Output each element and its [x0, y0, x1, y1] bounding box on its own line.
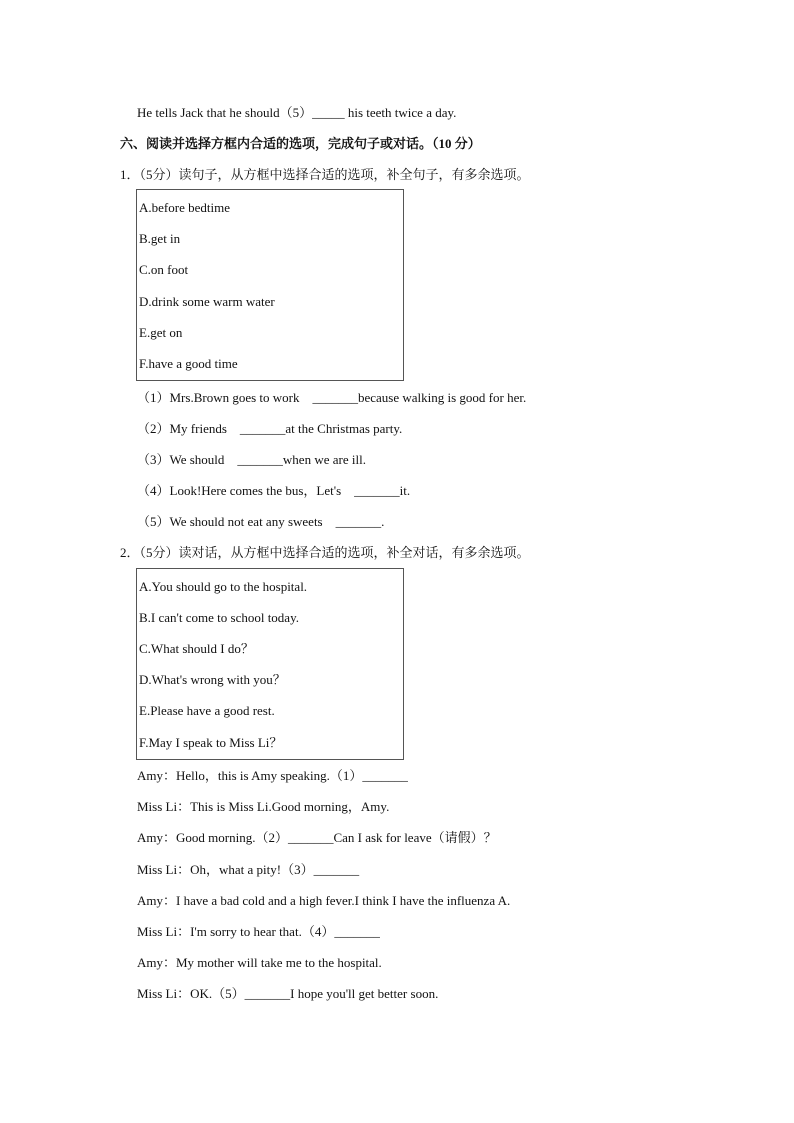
q2-option-c: C.What should I do？ — [139, 641, 254, 656]
q1-item-3: （3）We should _______when we are ill. — [137, 452, 366, 467]
dialogue-line-8: Miss Li：OK.（5）_______I hope you'll get better soon. — [137, 986, 439, 1001]
q1-option-b: B.get in — [139, 231, 181, 246]
dialogue-line-5: Amy：I have a bad cold and a high fever.I think I have the influenza A. — [137, 893, 511, 908]
q1-option-e: E.get on — [139, 325, 183, 340]
q1-stem: 1．（5分）读句子，从方框中选择合适的选项，补全句子，有多余选项。 — [120, 167, 530, 182]
q2-option-e: E.Please have a good rest. — [139, 703, 275, 718]
dialogue-line-7: Amy：My mother will take me to the hospital. — [137, 955, 382, 970]
q1-item-5: （5）We should not eat any sweets _______. — [137, 514, 385, 529]
q1-options-box — [136, 189, 404, 381]
section-title: 六、阅读并选择方框内合适的选项，完成句子或对话。（10 分） — [120, 136, 481, 151]
q2-option-b: B.I can't come to school today. — [139, 610, 299, 625]
dialogue-line-1: Amy：Hello，this is Amy speaking.（1）_______ — [137, 768, 408, 783]
q1-item-4: （4）Look!Here comes the bus，Let's _______it. — [137, 483, 411, 498]
dialogue-line-4: Miss Li：Oh，what a pity!（3）_______ — [137, 862, 360, 877]
q2-option-d: D.What's wrong with you？ — [139, 672, 286, 687]
q2-option-f: F.May I speak to Miss Li？ — [139, 735, 283, 750]
q1-option-a: A.before bedtime — [139, 200, 230, 215]
q1-item-2: （2）My friends _______at the Christmas party. — [137, 421, 403, 436]
q1-item-1: （1）Mrs.Brown goes to work _______because walking is good for her. — [137, 390, 527, 405]
dialogue-line-6: Miss Li：I'm sorry to hear that.（4）_______ — [137, 924, 380, 939]
q1-option-f: F.have a good time — [139, 356, 238, 371]
dialogue-line-2: Miss Li：This is Miss Li.Good morning，Amy. — [137, 799, 390, 814]
intro-line: He tells Jack that he should（5）_____ his teeth twice a day. — [137, 105, 457, 120]
q1-option-d: D.drink some warm water — [139, 294, 275, 309]
q2-stem: 2．（5分）读对话，从方框中选择合适的选项，补全对话，有多余选项。 — [120, 545, 530, 560]
q1-option-c: C.on foot — [139, 262, 189, 277]
q2-option-a: A.You should go to the hospital. — [139, 579, 308, 594]
q2-options-box — [136, 568, 404, 760]
dialogue-line-3: Amy：Good morning.（2）_______Can I ask for leave（请假）？ — [137, 830, 497, 845]
